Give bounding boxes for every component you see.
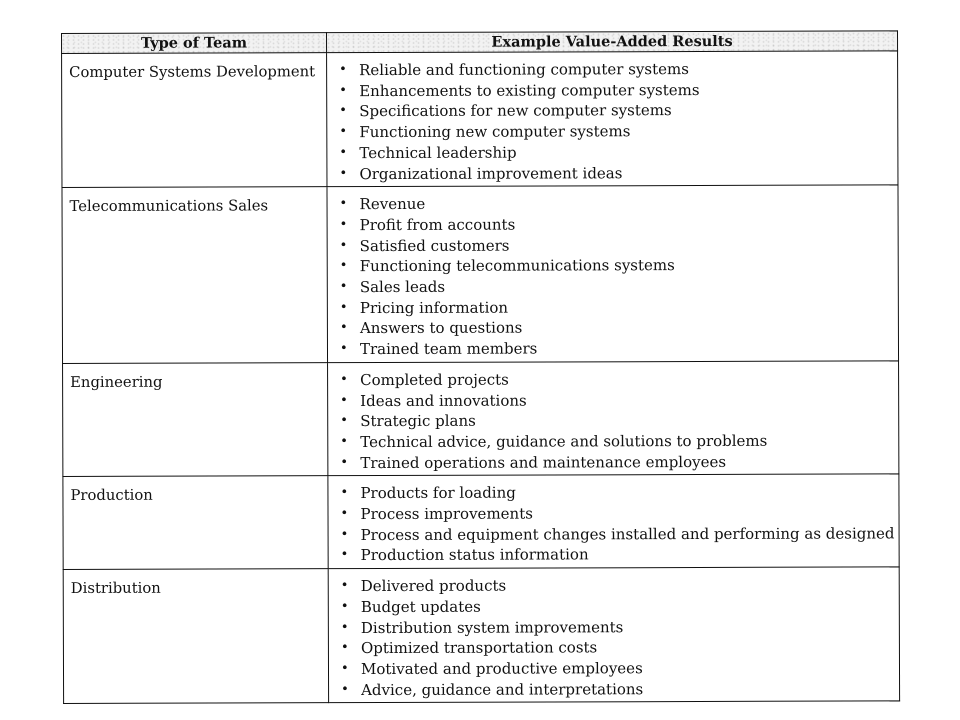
result-text: Functioning telecommunications systems <box>359 256 675 276</box>
team-name: Telecommunications Sales <box>62 187 328 363</box>
table-row <box>63 474 899 569</box>
results-cell <box>328 474 899 569</box>
result-text: Revenue <box>359 195 426 214</box>
bullet-icon: • <box>340 454 349 470</box>
result-text: Strategic plans <box>360 411 476 431</box>
results-list <box>340 482 898 567</box>
table-container <box>61 30 899 704</box>
list-item <box>339 141 897 163</box>
bullet-icon: • <box>339 165 348 181</box>
result-text: Optimized transportation costs <box>360 638 598 658</box>
result-text: Production status information <box>360 545 589 565</box>
list-item <box>339 58 897 80</box>
team-name: Computer Systems Development <box>62 53 327 188</box>
result-text: Reliable and functioning computer systems <box>359 60 689 80</box>
results-list <box>341 575 899 701</box>
bullet-icon: • <box>340 392 348 408</box>
bullet-icon: • <box>339 279 348 295</box>
bullet-icon: • <box>340 598 349 614</box>
result-text: Technical leadership <box>359 143 517 162</box>
list-item <box>340 368 898 390</box>
list-item <box>341 637 899 659</box>
bullet-icon: • <box>340 661 349 677</box>
results-cell <box>327 51 898 187</box>
table-row <box>63 361 899 477</box>
list-item <box>340 451 898 473</box>
result-text: Profit from accounts <box>359 215 516 234</box>
table-row <box>62 185 899 363</box>
list-item <box>341 575 899 597</box>
bullet-icon: • <box>339 341 348 357</box>
bullet-icon: • <box>340 434 348 450</box>
result-text: Budget updates <box>360 597 481 616</box>
result-text: Trained team members <box>359 339 538 359</box>
result-text: Process improvements <box>360 504 533 524</box>
result-text: Motivated and productive employees <box>360 659 643 679</box>
list-item <box>341 678 899 700</box>
header-example-results: Example Value-Added Results <box>327 31 898 53</box>
bullet-icon: • <box>339 103 347 119</box>
team-results-table <box>61 30 900 704</box>
table-row <box>63 567 899 704</box>
bullet-icon: • <box>339 62 347 78</box>
list-item <box>340 338 898 360</box>
bullet-icon: • <box>340 506 349 522</box>
bullet-icon: • <box>339 124 348 140</box>
bullet-icon: • <box>340 619 349 635</box>
result-text: Enhancements to existing computer systems <box>359 80 700 100</box>
list-item <box>340 275 898 297</box>
results-cell <box>328 361 899 476</box>
result-text: Completed projects <box>360 370 509 389</box>
list-item <box>341 544 899 566</box>
bullet-icon: • <box>340 578 349 594</box>
bullet-icon: • <box>339 237 348 253</box>
list-item <box>339 79 897 101</box>
results-list <box>340 368 898 473</box>
list-item <box>340 410 898 432</box>
results-list <box>339 58 897 184</box>
list-item <box>339 162 897 184</box>
results-list <box>340 193 899 360</box>
result-text: Products for loading <box>360 483 516 503</box>
team-name: Engineering <box>63 363 328 477</box>
result-text: Functioning new computer systems <box>359 122 631 142</box>
result-text: Organizational improvement ideas <box>359 163 623 183</box>
header-row <box>62 31 898 54</box>
result-text: Advice, guidance and interpretations <box>361 679 644 699</box>
bullet-icon: • <box>340 413 348 429</box>
bullet-icon: • <box>339 258 348 274</box>
result-text: Answers to questions <box>359 318 523 338</box>
results-cell <box>327 185 899 362</box>
result-text: Distribution system improvements <box>360 617 624 637</box>
bullet-icon: • <box>339 217 348 233</box>
table-body <box>62 51 900 704</box>
list-item <box>341 616 899 638</box>
list-item <box>341 523 899 545</box>
list-item <box>340 389 898 411</box>
bullet-icon: • <box>339 82 347 98</box>
result-text: Delivered products <box>360 576 507 596</box>
bullet-icon: • <box>340 485 349 501</box>
list-item <box>341 595 899 617</box>
result-text: Ideas and innovations <box>360 391 527 410</box>
result-text: Satisfied customers <box>359 236 510 255</box>
list-item <box>340 482 898 504</box>
list-item <box>340 502 898 524</box>
result-text: Pricing information <box>359 298 509 317</box>
results-cell <box>328 567 899 703</box>
result-text: Technical advice, guidance and solutions to problems <box>360 431 768 452</box>
list-item <box>339 120 897 142</box>
list-item <box>341 657 899 679</box>
list-item <box>340 193 898 215</box>
list-item <box>340 213 898 235</box>
bullet-icon: • <box>339 320 348 336</box>
bullet-icon: • <box>339 299 348 315</box>
bullet-icon: • <box>339 196 348 212</box>
list-item <box>340 317 898 339</box>
bullet-icon: • <box>341 681 349 697</box>
result-text: Specifications for new computer systems <box>359 101 672 121</box>
team-name: Distribution <box>63 569 328 704</box>
result-text: Sales leads <box>359 277 446 297</box>
list-item <box>339 100 897 122</box>
team-name: Production <box>63 476 328 570</box>
list-item <box>340 255 898 277</box>
bullet-icon: • <box>340 547 349 563</box>
bullet-icon: • <box>340 526 349 542</box>
header-type-of-team: Type of Team <box>62 33 327 54</box>
result-text: Trained operations and maintenance employees <box>360 452 727 472</box>
list-item <box>340 234 898 256</box>
bullet-icon: • <box>339 144 348 160</box>
bullet-icon: • <box>340 371 348 387</box>
result-text: Process and equipment changes installed and performing as designed <box>360 524 895 544</box>
table-row <box>62 51 898 188</box>
list-item <box>340 430 898 452</box>
list-item <box>340 296 898 318</box>
bullet-icon: • <box>340 640 349 656</box>
